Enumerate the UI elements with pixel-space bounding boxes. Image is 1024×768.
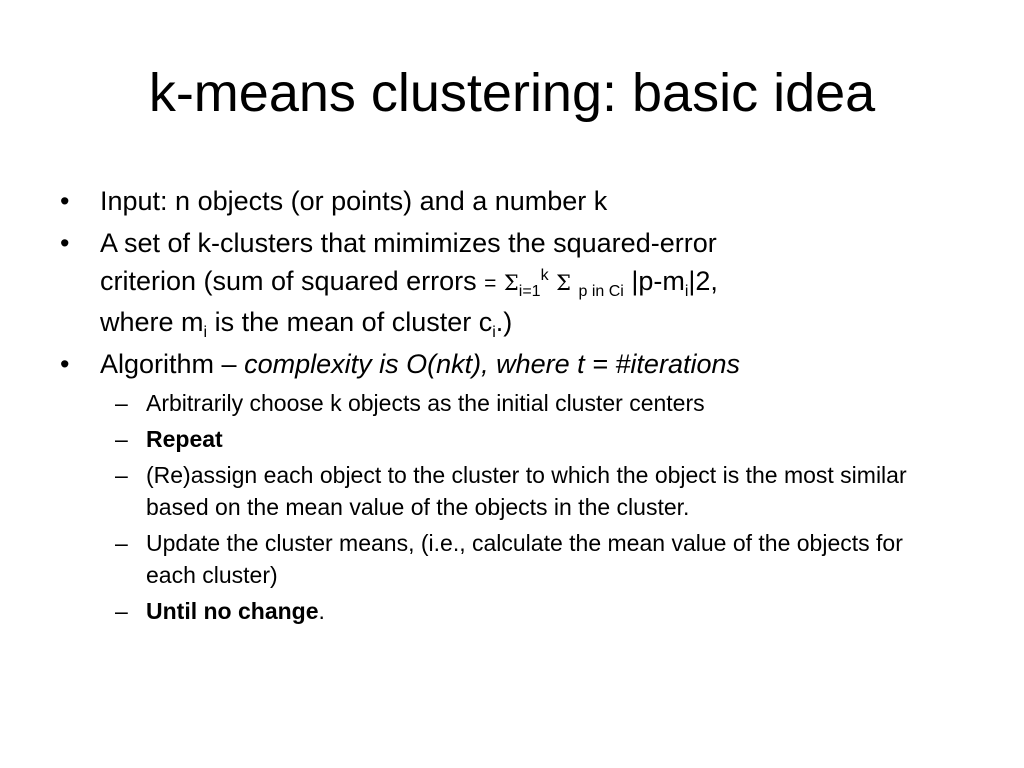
subbullet-choose [58, 387, 958, 419]
slide-content [58, 182, 958, 631]
subscript-i: i [203, 324, 208, 341]
sigma-symbol: Σ [503, 271, 519, 295]
objective-line-3-mid: is the mean of cluster c [207, 307, 493, 337]
dash-marker: – [115, 426, 128, 452]
subscript-i: i [684, 283, 689, 300]
dash-marker: – [115, 530, 128, 556]
until-suffix: . [318, 598, 325, 624]
algorithm-complexity: complexity is O(nkt), where t = #iterations [244, 349, 740, 379]
until-keyword: Until no change [146, 598, 319, 624]
objective-line-2-start: criterion (sum of squared errors [100, 266, 485, 296]
slide-title: k-means clustering: basic idea [148, 63, 876, 123]
subbullet-text: (Re)assign each object to the cluster to which the object is the most similar based on the mean value of the objects in the cluster. [146, 462, 907, 520]
objective-line-1: A set of k-clusters that mimimizes the squared-error [100, 228, 717, 258]
dash-marker: – [115, 390, 128, 416]
subbullet-text: Arbitrarily choose k objects as the initial cluster centers [146, 390, 705, 416]
subbullet-update [58, 527, 958, 591]
objective-line-3-start: where m [100, 307, 204, 337]
dash-marker: – [115, 598, 128, 624]
algorithm-label: Algorithm – [100, 349, 245, 379]
bullet-algorithm [58, 345, 958, 383]
bullet-marker: • [60, 228, 70, 258]
dash-marker: – [115, 462, 128, 488]
bullet-input [58, 182, 958, 220]
subscript-i: i [492, 324, 496, 341]
subbullet-until [58, 595, 958, 627]
bullet-objective [58, 224, 958, 341]
subbullet-text: Update the cluster means, (i.e., calculate the mean value of the objects for each cluster) [146, 530, 903, 588]
sum-upper-bound: k [540, 267, 549, 284]
sigma-symbol: Σ [556, 271, 571, 295]
bullet-marker: • [60, 186, 70, 216]
bullet-text: Input: n objects (or points) and a number k [100, 186, 608, 216]
bullet-marker: • [60, 349, 70, 379]
objective-line-2-mid: |p-m [623, 266, 685, 296]
equals-sign: = [484, 272, 497, 295]
subbullet-reassign [58, 459, 958, 523]
sum-index-set: p in Ci [578, 283, 624, 300]
sum-lower-bound: i=1 [518, 283, 541, 300]
objective-line-3-end: .) [495, 307, 513, 337]
subbullet-repeat [58, 423, 958, 455]
repeat-keyword: Repeat [146, 426, 223, 452]
objective-line-2-end: |2, [688, 266, 718, 296]
